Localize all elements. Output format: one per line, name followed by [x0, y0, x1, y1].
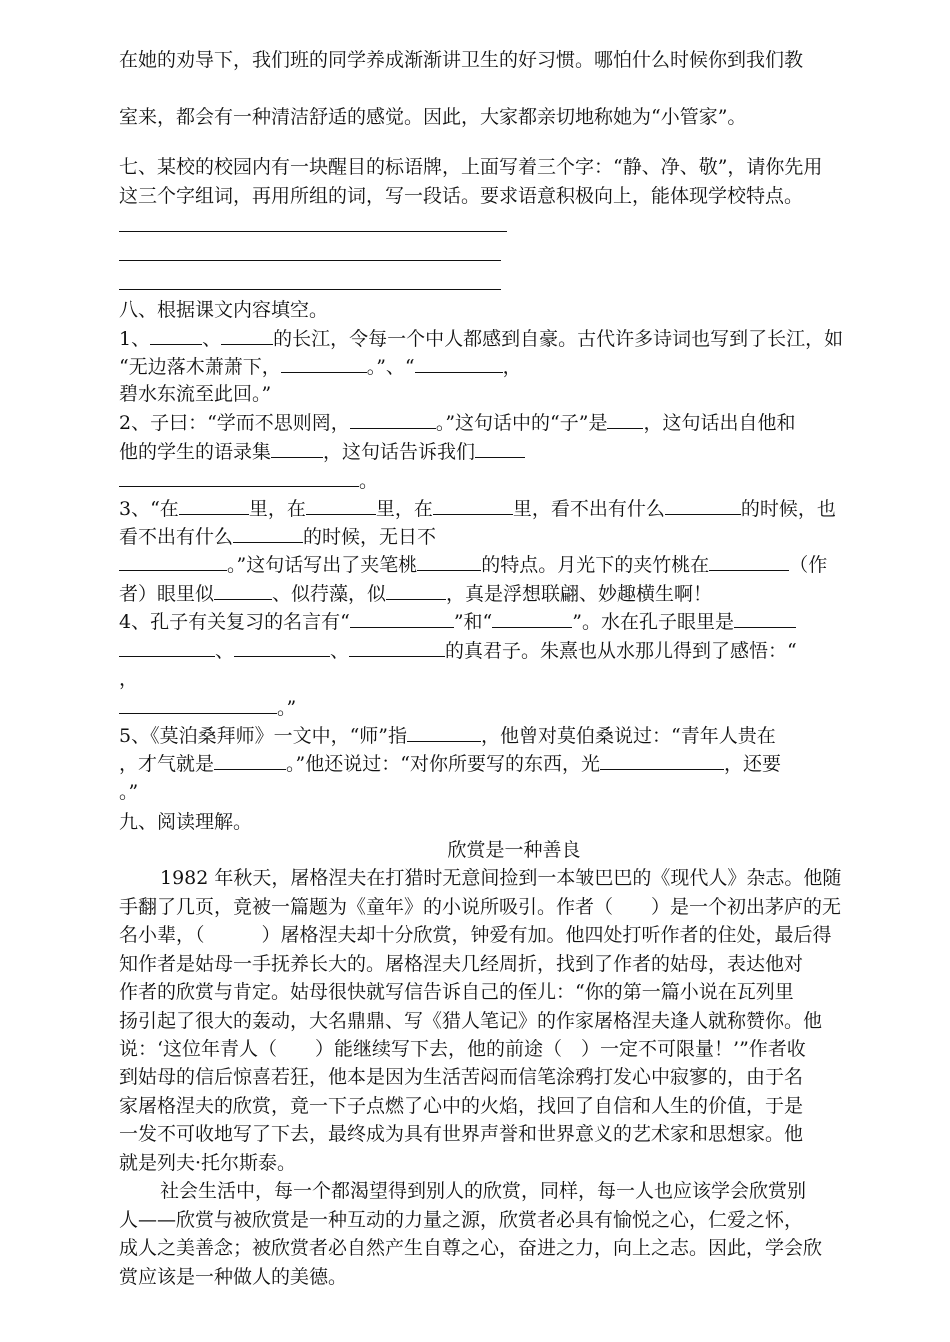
text: 的时候，也 [740, 498, 836, 520]
fill-blank[interactable] [415, 354, 503, 373]
text: 的长江，令每一个中人都感到自豪。古代许多诗词也写到了长江，如 [273, 328, 844, 350]
q8-item4-line4 [119, 694, 909, 722]
fill-blank[interactable] [214, 581, 272, 600]
text: 、 [330, 640, 350, 662]
q8-item2-line1 [119, 409, 909, 437]
answer-line[interactable] [119, 260, 501, 261]
text: 4、孔子有关复习的名言有“ [119, 611, 350, 633]
q8-item5-line2 [119, 750, 909, 778]
article-p1-line: 就是列夫·托尔斯泰。 [119, 1152, 297, 1174]
article-title: 欣赏是一种善良 [447, 839, 581, 861]
fill-blank[interactable] [119, 695, 277, 714]
fill-blank[interactable] [607, 410, 643, 429]
fill-blank[interactable] [119, 552, 227, 571]
fill-blank[interactable] [281, 354, 367, 373]
article-p1-line: 知作者是姑母一手抚养长大的。屠格涅夫几经周折，找到了作者的姑母，表达他对 [119, 953, 804, 975]
text: ，他曾对莫伯桑说过：“青年人贵在 [481, 725, 776, 747]
text: 。”、“ [366, 356, 415, 378]
fill-blank[interactable] [119, 638, 215, 657]
fill-blank[interactable] [709, 552, 789, 571]
fill-blank[interactable] [734, 609, 796, 628]
text: 、 [215, 640, 235, 662]
article-p1-line: 说：‘这位年青人（ ）能继续写下去，他的前途（ ）一定不可限量！’”作者收 [119, 1038, 806, 1060]
fill-blank[interactable] [350, 410, 436, 429]
text: 。”他还说过：“对你所要写的东西，光 [286, 753, 600, 775]
text: 、 [202, 328, 222, 350]
text: 5、《莫泊桑拜师》一文中，“师”指 [119, 725, 408, 747]
article-p1-line: 扬引起了很大的轰动，大名鼎鼎、写《猎人笔记》的作家屠格涅夫逢人就称赞你。他 [119, 1010, 823, 1032]
text: 看不出有什么 [119, 526, 234, 548]
article-p1-line: 手翻了几页，竟被一篇题为《童年》的小说所吸引。作者（ ）是一个初出茅庐的无 [119, 896, 842, 918]
intro-line-2: 室来，都会有一种清洁舒适的感觉。因此，大家都亲切地称她为“小管家”。 [119, 106, 747, 128]
answer-line[interactable] [119, 289, 501, 290]
text: ”。水在孔子眼里是 [572, 611, 734, 633]
text: 。”这句话写出了夹笔桃 [227, 554, 418, 576]
q9-title: 九、阅读理解。 [119, 811, 253, 833]
text: 。” [277, 697, 297, 719]
text: 1、 [119, 328, 151, 350]
fill-blank[interactable] [417, 552, 481, 571]
fill-blank[interactable] [233, 524, 303, 543]
text: （作 [789, 554, 828, 576]
text: 他的学生的语录集 [119, 441, 272, 463]
article-p1-line: 一发不可收地写了下去，最终成为具有世界声誉和世界意义的艺术家和思想家。他 [119, 1123, 804, 1145]
article-p2-line: 成人之美善念；被欣赏者必自然产生自尊之心，奋进之力，向上之志。因此，学会欣 [119, 1237, 823, 1259]
text: 、似荇藻，似 [272, 583, 387, 605]
q8-item3-line2 [119, 523, 909, 551]
fill-blank[interactable] [306, 496, 376, 515]
text: ，这句话告诉我们 [323, 441, 476, 463]
q8-item5-line3: 。” [119, 781, 139, 803]
text: 3、“在 [119, 498, 179, 520]
q8-item1-line1 [119, 325, 909, 353]
q8-item5-line1 [119, 722, 909, 750]
fill-blank[interactable] [433, 496, 513, 515]
fill-blank[interactable] [214, 751, 286, 770]
text: ”和“ [453, 611, 493, 633]
text: 2、子曰：“学而不思则罔， [119, 412, 350, 434]
q8-item1-line3: 碧水东流至此回。” [119, 383, 272, 405]
q8-item3-line4 [119, 580, 909, 608]
text: “无边落木萧萧下， [119, 356, 281, 378]
fill-blank[interactable] [119, 468, 359, 487]
article-p1-line: 作者的欣赏与肯定。姑母很快就写信告诉自己的侄儿：“你的第一篇小说在瓦列里 [119, 981, 794, 1003]
text: ， [502, 356, 522, 378]
article-p1-line: 1982 年秋天，屠格涅夫在打猎时无意间捡到一本皱巴巴的《现代人》杂志。他随 [160, 867, 842, 889]
fill-blank[interactable] [407, 723, 481, 742]
fill-blank[interactable] [221, 326, 273, 345]
fill-blank[interactable] [492, 609, 572, 628]
text: 的特点。月光下的夹竹桃在 [481, 554, 710, 576]
fill-blank[interactable] [271, 439, 323, 458]
q8-item4-line3: ， [119, 668, 139, 690]
text: ，这句话出自他和 [643, 412, 796, 434]
article-p1-line: 名小辈，（ ）屠格涅夫却十分欣赏，钟爱有加。他四处打听作者的住处，最后得 [119, 924, 832, 946]
fill-blank[interactable] [150, 326, 202, 345]
article-p2-line: 人——欣赏与被欣赏是一种互动的力量之源，欣赏者必具有愉悦之心，仁爱之怀， [119, 1209, 804, 1231]
fill-blank[interactable] [665, 496, 741, 515]
text: 里，在 [248, 498, 306, 520]
answer-line[interactable] [119, 231, 507, 232]
fill-blank[interactable] [349, 638, 445, 657]
fill-blank[interactable] [350, 609, 454, 628]
q8-item2-line3 [119, 467, 909, 495]
q7-line-2: 这三个字组词，再用所组的词，写一段话。要求语意积极向上，能体现学校特点。 [119, 185, 804, 207]
text: 者）眼里似 [119, 583, 215, 605]
text: ，才气就是 [119, 753, 215, 775]
q8-item4-line2 [119, 637, 909, 665]
text: 里，在 [375, 498, 433, 520]
q7-line-1: 七、某校的校园内有一块醒目的标语牌，上面写着三个字：“静、净、敬”，请你先用 [119, 156, 823, 178]
article-p2-line: 社会生活中，每一个都渴望得到别人的欣赏，同样，每一人也应该学会欣赏别 [160, 1180, 807, 1202]
fill-blank[interactable] [234, 638, 330, 657]
text: 里，看不出有什么 [512, 498, 665, 520]
fill-blank[interactable] [386, 581, 446, 600]
fill-blank[interactable] [475, 439, 525, 458]
article-p2-line: 赏应该是一种做人的美德。 [119, 1266, 348, 1288]
article-p1-line: 家屠格涅夫的欣赏，竟一下子点燃了心中的火焰，找回了自信和人生的价值，于是 [119, 1095, 804, 1117]
q8-title: 八、根据课文内容填空。 [119, 299, 329, 321]
text: 。 [359, 470, 379, 492]
fill-blank[interactable] [600, 751, 724, 770]
q8-item1-line2 [119, 353, 909, 381]
q8-item2-line2 [119, 438, 909, 466]
text: 的真君子。朱熹也从水那儿得到了感悟：“ [445, 640, 797, 662]
q8-item3-line3 [119, 551, 909, 579]
text: ，真是浮想联翩、妙趣横生啊！ [446, 583, 713, 605]
q8-item3-line1 [119, 495, 909, 523]
fill-blank[interactable] [179, 496, 249, 515]
text: ，还要 [723, 753, 781, 775]
intro-line-1: 在她的劝导下，我们班的同学养成渐渐讲卫生的好习惯。哪怕什么时候你到我们教 [119, 49, 804, 71]
text: 。”这句话中的“子”是 [435, 412, 608, 434]
text: 的时候，无日不 [303, 526, 437, 548]
q8-item4-line1 [119, 608, 909, 636]
article-p1-line: 到姑母的信后惊喜若狂，他本是因为生活苦闷而信笔涂鸦打发心中寂寥的，由于名 [119, 1066, 804, 1088]
